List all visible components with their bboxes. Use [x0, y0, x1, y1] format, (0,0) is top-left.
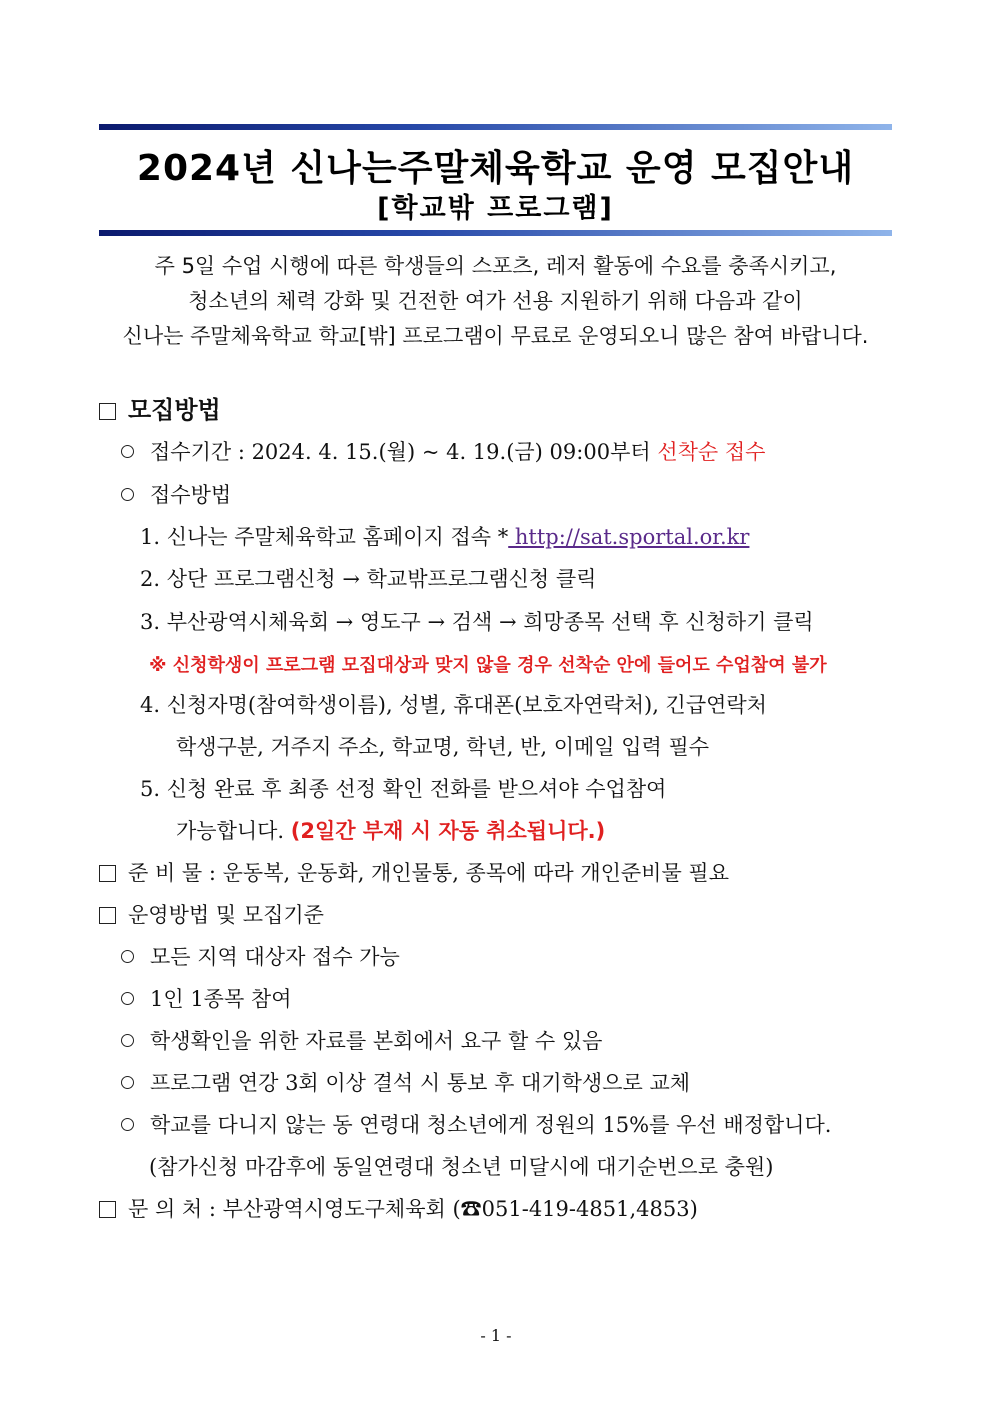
recruit-step-4-line-2: 학생구분, 거주지 주소, 학교명, 학년, 반, 이메일 입력 필수: [176, 735, 710, 759]
recruit-step-1: [140, 521, 749, 551]
recruit-method: [121, 479, 231, 509]
bullet-circle-icon: [121, 445, 134, 458]
recruit-period: [121, 436, 765, 466]
bullet-circle-icon: [121, 1034, 134, 1047]
recruit-period-highlight: 선착순 접수: [657, 440, 766, 464]
intro-line-1: 주 5일 수업 시행에 따른 학생들의 스포츠, 레저 활동에 수요를 충족시키고,: [154, 254, 837, 278]
recruit-step-5-line-2: [176, 815, 605, 845]
bullet-circle-icon: [121, 1118, 134, 1131]
intro-line-3: 신나는 주말체육학교 학교[밖] 프로그램이 무료로 운영되오니 많은 참여 바랍니다.: [122, 324, 869, 348]
recruit-step-3: 3. 부산광역시체육회 → 영도구 → 검색 → 희망종목 선택 후 신청하기 클릭: [140, 610, 814, 634]
operation-item-3: [121, 1025, 602, 1055]
page-number: - 1 -: [480, 1326, 512, 1345]
recruit-step-2: 2. 상단 프로그램신청 → 학교밖프로그램신청 클릭: [140, 567, 597, 591]
section-operation-heading: 운영방법 및 모집기준: [128, 903, 324, 927]
recruit-step-5-highlight: (2일간 부재 시 자동 취소됩니다.): [290, 819, 606, 843]
section-operation: [99, 899, 324, 929]
recruit-note: ※ 신청학생이 프로그램 모집대상과 맞지 않을 경우 선착순 안에 들어도 수업참여 불가: [149, 655, 827, 676]
section-recruit: [99, 390, 221, 425]
operation-item-text: 프로그램 연강 3회 이상 결석 시 통보 후 대기학생으로 교체: [150, 1071, 691, 1095]
operation-item-5: [121, 1109, 831, 1139]
title-top-rule: [99, 124, 892, 130]
intro-line-2: 청소년의 체력 강화 및 건전한 여가 선용 지원하기 위해 다음과 같이: [188, 289, 803, 313]
operation-item-text: 모든 지역 대상자 접수 가능: [150, 945, 400, 969]
bullet-circle-icon: [121, 950, 134, 963]
checkbox-square-icon: [99, 1201, 116, 1218]
operation-item-text: 학생확인을 위한 자료를 본회에서 요구 할 수 있음: [150, 1029, 603, 1053]
operation-item-4: [121, 1067, 690, 1097]
section-prep-text: 준 비 물 : 운동복, 운동화, 개인물통, 종목에 따라 개인준비물 필요: [128, 861, 730, 885]
recruit-period-text: 접수기간 : 2024. 4. 15.(월) ~ 4. 19.(금) 09:00부터: [150, 440, 658, 464]
operation-item-2: [121, 983, 292, 1013]
operation-item-5-continued: (참가신청 마감후에 동일연령대 청소년 미달시에 대기순번으로 충원): [149, 1155, 774, 1179]
bullet-circle-icon: [121, 1076, 134, 1089]
operation-item-text: 1인 1종목 참여: [150, 987, 292, 1011]
operation-item-text: 학교를 다니지 않는 동 연령대 청소년에게 정원의 15%를 우선 배정합니다.: [150, 1113, 832, 1137]
recruit-step-4-line-1: 4. 신청자명(참여학생이름), 성별, 휴대폰(보호자연락처), 긴급연락처: [140, 693, 767, 717]
checkbox-square-icon: [99, 403, 116, 420]
title-bottom-rule: [99, 230, 892, 236]
recruit-method-label: 접수방법: [150, 483, 232, 507]
bullet-circle-icon: [121, 488, 134, 501]
section-contact: [99, 1193, 698, 1223]
operation-item-1: [121, 941, 400, 971]
recruit-step-1-text: 1. 신나는 주말체육학교 홈페이지 접속 *: [140, 525, 509, 549]
page-subtitle: [학교밖 프로그램]: [377, 193, 614, 224]
checkbox-square-icon: [99, 907, 116, 924]
section-prep: [99, 857, 729, 887]
checkbox-square-icon: [99, 865, 116, 882]
homepage-link[interactable]: http://sat.sportal.or.kr: [508, 525, 750, 549]
bullet-circle-icon: [121, 992, 134, 1005]
section-recruit-heading: 모집방법: [128, 396, 221, 424]
recruit-step-5-line-1: 5. 신청 완료 후 최종 선정 확인 전화를 받으셔야 수업참여: [140, 777, 667, 801]
section-contact-text: 문 의 처 : 부산광역시영도구체육회 (☎051-419-4851,4853): [128, 1197, 698, 1221]
page-title: 2024년 신나는주말체육학교 운영 모집안내: [136, 148, 855, 189]
recruit-step-5-text: 가능합니다.: [176, 819, 291, 843]
